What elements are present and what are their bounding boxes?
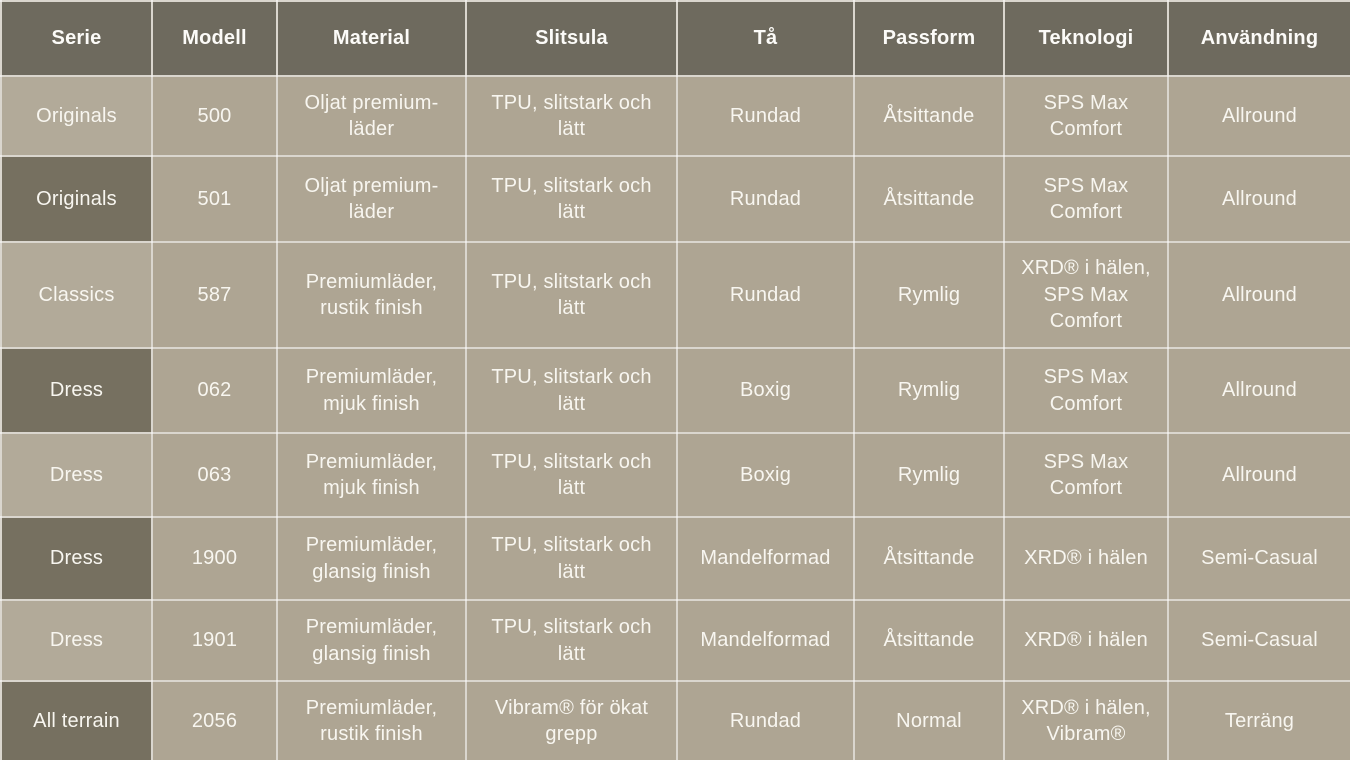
cell-slitsula: TPU, slitstark och lätt bbox=[466, 600, 677, 681]
table-body bbox=[1, 76, 1350, 760]
cell-slitsula: TPU, slitstark och lätt bbox=[466, 242, 677, 348]
cell-anvandning: Semi-Casual bbox=[1168, 600, 1350, 681]
cell-passform: Rymlig bbox=[854, 348, 1004, 433]
table-row bbox=[1, 681, 1350, 760]
cell-modell: 062 bbox=[152, 348, 277, 433]
cell-passform: Åtsittande bbox=[854, 156, 1004, 242]
cell-ta: Boxig bbox=[677, 433, 854, 517]
table-row bbox=[1, 242, 1350, 348]
column-header-modell: Modell bbox=[152, 1, 277, 76]
cell-slitsula: TPU, slitstark och lätt bbox=[466, 517, 677, 600]
cell-teknologi: SPS Max Comfort bbox=[1004, 76, 1168, 156]
cell-serie: Originals bbox=[1, 156, 152, 242]
cell-ta: Boxig bbox=[677, 348, 854, 433]
cell-teknologi: XRD® i hälen, Vibram® bbox=[1004, 681, 1168, 760]
table-row bbox=[1, 600, 1350, 681]
table-header bbox=[1, 1, 1350, 76]
cell-anvandning: Allround bbox=[1168, 76, 1350, 156]
cell-slitsula: Vibram® för ökat grepp bbox=[466, 681, 677, 760]
cell-serie: Dress bbox=[1, 600, 152, 681]
cell-modell: 1900 bbox=[152, 517, 277, 600]
cell-slitsula: TPU, slitstark och lätt bbox=[466, 433, 677, 517]
cell-ta: Mandelformad bbox=[677, 517, 854, 600]
column-header-serie: Serie bbox=[1, 1, 152, 76]
cell-modell: 2056 bbox=[152, 681, 277, 760]
cell-passform: Normal bbox=[854, 681, 1004, 760]
cell-passform: Åtsittande bbox=[854, 600, 1004, 681]
cell-ta: Rundad bbox=[677, 156, 854, 242]
header-row bbox=[1, 1, 1350, 76]
cell-anvandning: Allround bbox=[1168, 156, 1350, 242]
cell-ta: Rundad bbox=[677, 76, 854, 156]
table-row bbox=[1, 76, 1350, 156]
column-header-passform: Passform bbox=[854, 1, 1004, 76]
cell-teknologi: XRD® i hälen bbox=[1004, 600, 1168, 681]
cell-anvandning: Allround bbox=[1168, 433, 1350, 517]
table-row bbox=[1, 348, 1350, 433]
cell-material: Premiumläder, mjuk finish bbox=[277, 348, 466, 433]
cell-passform: Åtsittande bbox=[854, 76, 1004, 156]
cell-serie: Classics bbox=[1, 242, 152, 348]
cell-material: Oljat premium-läder bbox=[277, 76, 466, 156]
cell-serie: All terrain bbox=[1, 681, 152, 760]
cell-serie: Originals bbox=[1, 76, 152, 156]
column-header-slitsula: Slitsula bbox=[466, 1, 677, 76]
cell-slitsula: TPU, slitstark och lätt bbox=[466, 156, 677, 242]
cell-slitsula: TPU, slitstark och lätt bbox=[466, 348, 677, 433]
cell-modell: 063 bbox=[152, 433, 277, 517]
cell-teknologi: SPS Max Comfort bbox=[1004, 156, 1168, 242]
cell-modell: 1901 bbox=[152, 600, 277, 681]
column-header-anvandning: Användning bbox=[1168, 1, 1350, 76]
column-header-teknologi: Teknologi bbox=[1004, 1, 1168, 76]
cell-serie: Dress bbox=[1, 517, 152, 600]
cell-material: Premiumläder, glansig finish bbox=[277, 517, 466, 600]
cell-material: Premiumläder, rustik finish bbox=[277, 681, 466, 760]
cell-passform: Rymlig bbox=[854, 433, 1004, 517]
table-row bbox=[1, 156, 1350, 242]
cell-slitsula: TPU, slitstark och lätt bbox=[466, 76, 677, 156]
cell-modell: 500 bbox=[152, 76, 277, 156]
column-header-material: Material bbox=[277, 1, 466, 76]
cell-material: Premiumläder, glansig finish bbox=[277, 600, 466, 681]
cell-anvandning: Allround bbox=[1168, 348, 1350, 433]
cell-ta: Rundad bbox=[677, 242, 854, 348]
table-row bbox=[1, 517, 1350, 600]
cell-material: Premiumläder, mjuk finish bbox=[277, 433, 466, 517]
cell-passform: Rymlig bbox=[854, 242, 1004, 348]
cell-teknologi: XRD® i hälen, SPS Max Comfort bbox=[1004, 242, 1168, 348]
cell-material: Premiumläder, rustik finish bbox=[277, 242, 466, 348]
cell-passform: Åtsittande bbox=[854, 517, 1004, 600]
cell-teknologi: XRD® i hälen bbox=[1004, 517, 1168, 600]
cell-ta: Rundad bbox=[677, 681, 854, 760]
column-header-ta: Tå bbox=[677, 1, 854, 76]
cell-anvandning: Terräng bbox=[1168, 681, 1350, 760]
cell-modell: 587 bbox=[152, 242, 277, 348]
cell-anvandning: Semi-Casual bbox=[1168, 517, 1350, 600]
cell-ta: Mandelformad bbox=[677, 600, 854, 681]
cell-modell: 501 bbox=[152, 156, 277, 242]
table-row bbox=[1, 433, 1350, 517]
cell-material: Oljat premium-läder bbox=[277, 156, 466, 242]
cell-serie: Dress bbox=[1, 348, 152, 433]
cell-teknologi: SPS Max Comfort bbox=[1004, 433, 1168, 517]
cell-serie: Dress bbox=[1, 433, 152, 517]
cell-anvandning: Allround bbox=[1168, 242, 1350, 348]
cell-teknologi: SPS Max Comfort bbox=[1004, 348, 1168, 433]
